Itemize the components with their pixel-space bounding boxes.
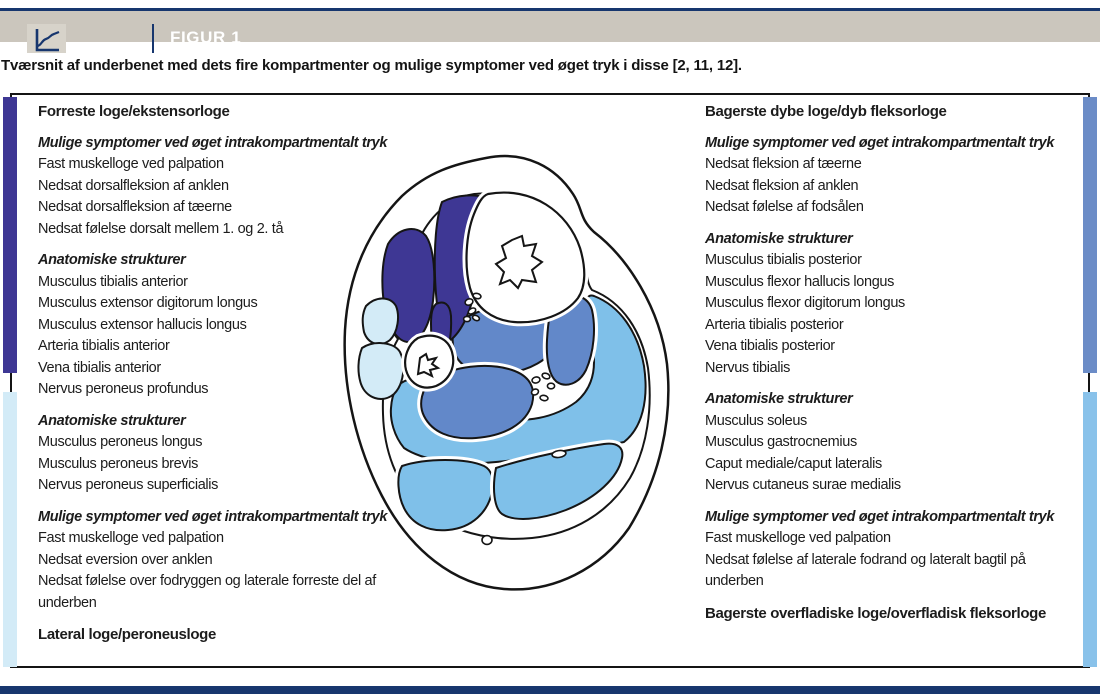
section-item: Nedsat fleksion af anklen (705, 177, 859, 194)
figure-caption: Tværsnit af underbenet med dets fire kompartmenter og mulige symptomer ved øget tryk i disse [2, 11, 12]. (1, 57, 742, 74)
section-title: Anatomiske strukturer (38, 252, 186, 268)
right-text-column (705, 101, 1069, 634)
section-title: Mulige symptomer ved øget intrakompartmentalt tryk (705, 508, 1055, 525)
compartment-color-bar-superficial-posterior (1083, 392, 1097, 667)
section-title: Mulige symptomer ved øget intrakompartmentalt tryk (38, 508, 388, 525)
section-item: Musculus extensor hallucis longus (38, 316, 247, 333)
figure-label: FIGUR 1 (170, 28, 242, 47)
figure-header-bar (0, 11, 1100, 47)
fibula-bone (405, 336, 453, 388)
section-item: Nedsat dorsalfleksion af tæerne (38, 199, 232, 215)
text-section (705, 101, 1069, 123)
section-item: Musculus flexor digitorum longus (705, 295, 905, 311)
compartment-color-bar-deep-posterior (1083, 97, 1097, 373)
header-divider (152, 24, 154, 53)
section-item: Caput mediale/caput lateralis (705, 455, 882, 472)
section-title: Anatomiske strukturer (705, 230, 853, 247)
section-item: Musculus flexor hallucis longus (705, 273, 895, 290)
section-item: Nedsat følelse over fodryggen og laterale forreste del af underben (38, 573, 376, 611)
section-title: Mulige symptomer ved øget intrakompartmentalt tryk (38, 134, 388, 151)
section-item: Arteria tibialis posterior (705, 316, 844, 333)
section-item: Vena tibialis anterior (38, 359, 161, 376)
bottom-vessel (482, 536, 492, 545)
section-title: Bagerste overfladiske loge/overfladisk fleksorloge (705, 604, 1046, 622)
section-title: Mulige symptomer ved øget intrakompartmentalt tryk (705, 134, 1055, 151)
text-section (705, 389, 1069, 497)
section-item: Nervus cutaneus surae medialis (705, 477, 901, 493)
section-item: Musculus tibialis anterior (38, 273, 188, 290)
section-title: Anatomiske strukturer (705, 391, 853, 407)
lateral-compartment-lobe-lower (358, 343, 403, 399)
section-item: Arteria tibialis anterior (38, 338, 170, 354)
section-item: Nedsat fleksion af tæerne (705, 156, 862, 172)
section-item: Nedsat dorsalfleksion af anklen (38, 177, 229, 194)
section-item: Musculus extensor digitorum longus (38, 295, 258, 311)
section-title: Anatomiske strukturer (38, 412, 186, 429)
section-title: Lateral loge/peroneusloge (38, 626, 216, 643)
compartment-color-bar-lateral (3, 392, 17, 667)
section-item: Fast muskelloge ved palpation (38, 530, 224, 546)
section-item: Musculus soleus (705, 412, 807, 429)
section-item: Musculus tibialis posterior (705, 252, 862, 268)
section-item: Nervus peroneus superficialis (38, 477, 219, 493)
section-item: Nedsat følelse af fodsålen (705, 199, 864, 215)
section-item: Nervus tibialis (705, 359, 790, 376)
section-item: Vena tibialis posterior (705, 338, 835, 354)
line-chart-icon (33, 27, 61, 53)
text-section (705, 507, 1069, 593)
text-section (705, 133, 1069, 219)
section-item: Musculus peroneus longus (38, 434, 203, 450)
section-item: Musculus peroneus brevis (38, 455, 199, 472)
text-section (38, 101, 390, 123)
section-item: Nervus peroneus profundus (38, 381, 209, 397)
text-section (705, 603, 1069, 625)
section-item: Nedsat følelse af laterale fodrand og lateralt bagtil på underben (705, 551, 1026, 589)
lateral-compartment-lobe-upper (363, 299, 398, 345)
section-item: Nedsat følelse dorsalt mellem 1. og 2. tå (38, 220, 284, 237)
section-item: Fast muskelloge ved palpation (705, 530, 891, 546)
bottom-rule (0, 686, 1100, 694)
section-item: Nedsat eversion over anklen (38, 551, 213, 568)
leg-cross-section-illustration (336, 136, 708, 641)
section-item: Musculus gastrocnemius (705, 434, 857, 450)
section-item: Fast muskelloge ved palpation (38, 156, 224, 172)
compartment-color-bar-anterior (3, 97, 17, 373)
section-title: Forreste loge/ekstensorloge (38, 103, 230, 120)
text-section (705, 229, 1069, 380)
section-title: Bagerste dybe loge/dyb fleksorloge (705, 103, 947, 120)
